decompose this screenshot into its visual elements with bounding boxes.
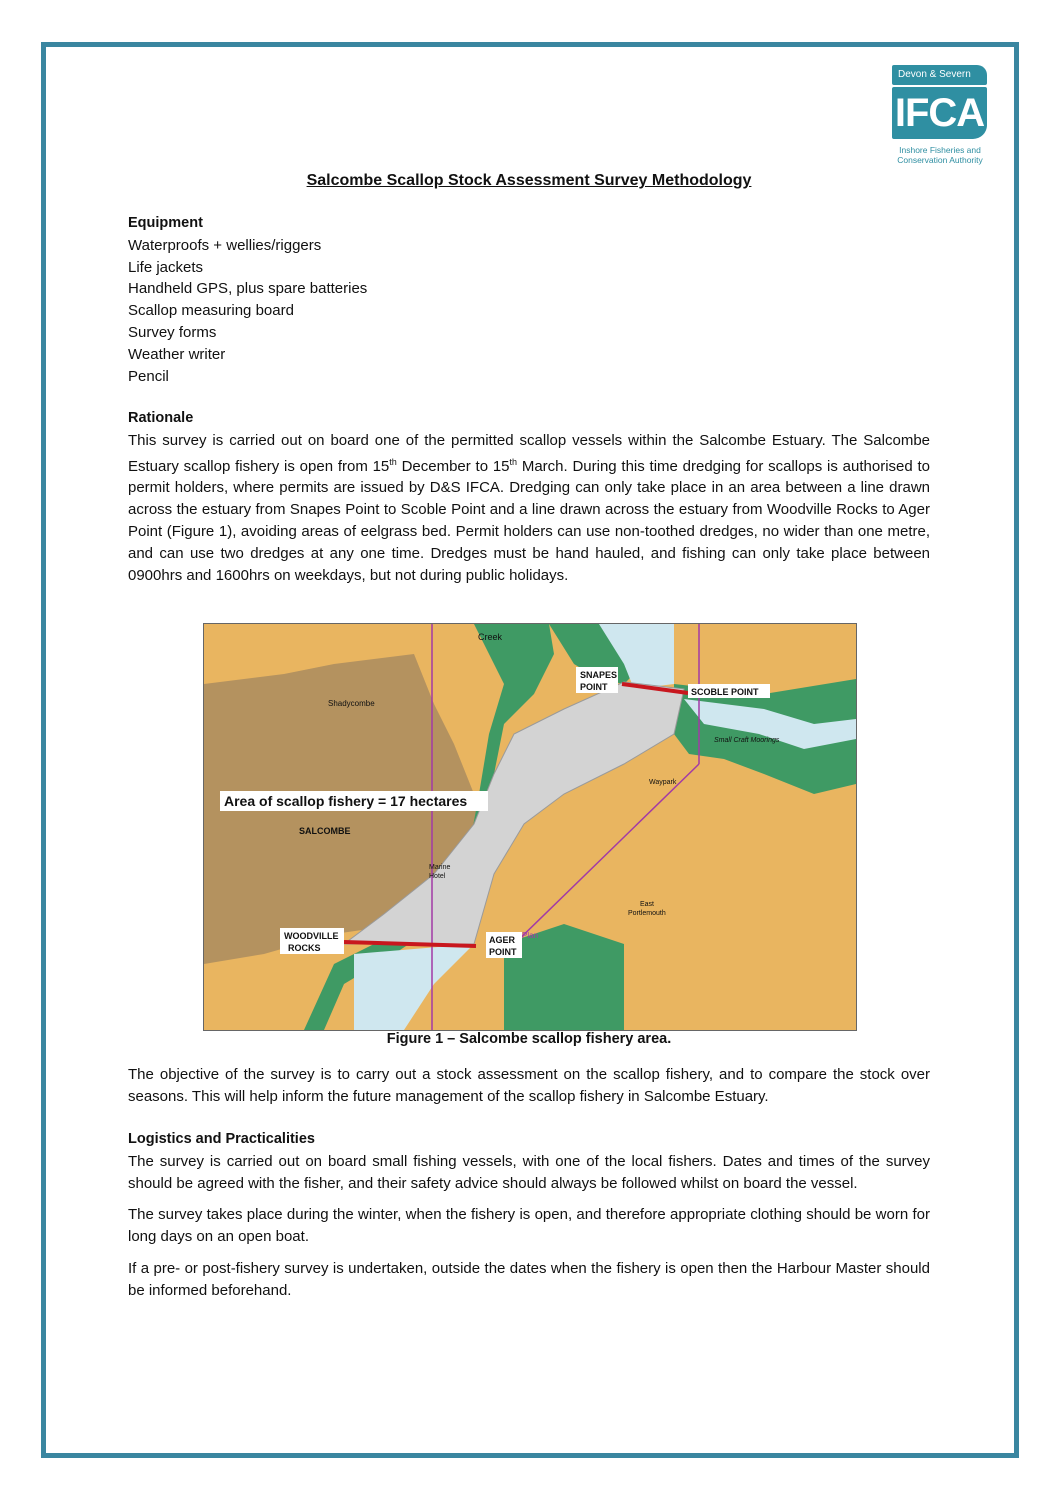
document-title: Salcombe Scallop Stock Assessment Survey Methodology bbox=[306, 172, 752, 189]
map-text-east: East bbox=[640, 901, 655, 908]
list-item: Handheld GPS, plus spare batteries bbox=[128, 280, 368, 298]
logo-tag: Devon & Severn bbox=[892, 65, 987, 85]
equipment-section bbox=[128, 213, 930, 387]
snapes-label-1: SNAPES bbox=[580, 670, 618, 680]
rationale-heading: Rationale bbox=[128, 410, 194, 426]
fishery-map bbox=[203, 623, 857, 1031]
rationale-paragraph: This survey is carried out on board one of the permitted scallop vessels within the Salcombe Estuary. The Salcombe Estuary scallop fishery is open from 15th December to 15th March. During this time dredging for scallops is authorised to permit holders, where permits are issued by D&S IFCA. Dredging can only take place in an area between a line drawn across the estuary from Snapes Point to Scoble Point and a line drawn across the estuary from Woodville Rocks to Ager Point (Figure 1), avoiding areas of eelgrass bed. Permit holders can use non-toothed dredges, no wider than one metre, and can use two dredges at any one time. Dredges must be hand hauled, and fishing can only take place between 0900hrs and 1600hrs on weekdays, but not during public holidays. bbox=[128, 431, 931, 584]
equipment-heading: Equipment bbox=[128, 215, 203, 231]
list-item: Survey forms bbox=[128, 323, 217, 341]
ifca-logo bbox=[890, 65, 990, 175]
logistics-paragraph-3: If a pre- or post-fishery survey is undertaken, outside the dates when the fishery is open then the Harbour Master should be informed beforehand. bbox=[128, 1259, 930, 1299]
map-text-marine: Marine bbox=[429, 864, 451, 871]
scoble-label: SCOBLE POINT bbox=[691, 687, 759, 697]
list-item: Pencil bbox=[128, 367, 169, 385]
snapes-label-2: POINT bbox=[580, 682, 608, 692]
map-text-plan: Plan bbox=[522, 931, 539, 940]
rationale-section bbox=[128, 408, 930, 586]
logistics-section bbox=[128, 1129, 930, 1302]
figure-caption: Figure 1 – Salcombe scallop fishery area. bbox=[386, 1031, 672, 1047]
map-text-shadycombe: Shadycombe bbox=[328, 699, 375, 708]
woodville-label-2: ROCKS bbox=[288, 943, 321, 953]
map-svg bbox=[204, 624, 856, 1030]
map-text-small-craft: Small Craft Moorings bbox=[714, 737, 780, 744]
logistics-paragraph-1: The survey is carried out on board small fishing vessels, with one of the local fishers. Dates and times of the survey should be agreed with the fisher, and their safety advice should always be followed whilst on board the vessel. bbox=[128, 1152, 930, 1192]
woodville-label-1: WOODVILLE bbox=[284, 931, 339, 941]
area-label: Area of scallop fishery = 17 hectares bbox=[224, 793, 468, 809]
logo-subtitle bbox=[890, 145, 990, 165]
logistics-heading: Logistics and Practicalities bbox=[128, 1131, 315, 1147]
logo-subtitle-line1: Inshore Fisheries and bbox=[899, 145, 981, 155]
ager-label-1: AGER bbox=[489, 935, 516, 945]
map-text-waypark: Waypark bbox=[649, 779, 677, 786]
logo-subtitle-line2: Conservation Authority bbox=[897, 155, 983, 165]
list-item: Life jackets bbox=[128, 258, 204, 276]
objective-section bbox=[128, 1064, 930, 1108]
equipment-list bbox=[128, 235, 930, 388]
list-item: Scallop measuring board bbox=[128, 302, 294, 320]
map-text-hotel: Hotel bbox=[429, 873, 446, 880]
objective-paragraph: The objective of the survey is to carry out a stock assessment on the scallop fishery, and to compare the stock over seasons. This will help inform the future management of the scallop fishery in Salcombe Estuary. bbox=[128, 1066, 930, 1105]
list-item: Waterproofs + wellies/riggers bbox=[128, 236, 322, 254]
logo-main: IFCA bbox=[892, 87, 987, 139]
list-item: Weather writer bbox=[128, 345, 226, 363]
map-text-creek: Creek bbox=[478, 632, 503, 642]
map-text-salcombe: SALCOMBE bbox=[299, 826, 351, 836]
logistics-paragraph-2: The survey takes place during the winter, when the fishery is open, and therefore appropriate clothing should be worn for long days on an open boat. bbox=[128, 1206, 930, 1246]
map-text-portlemouth: Portlemouth bbox=[628, 910, 666, 917]
ager-label-2: POINT bbox=[489, 947, 517, 957]
